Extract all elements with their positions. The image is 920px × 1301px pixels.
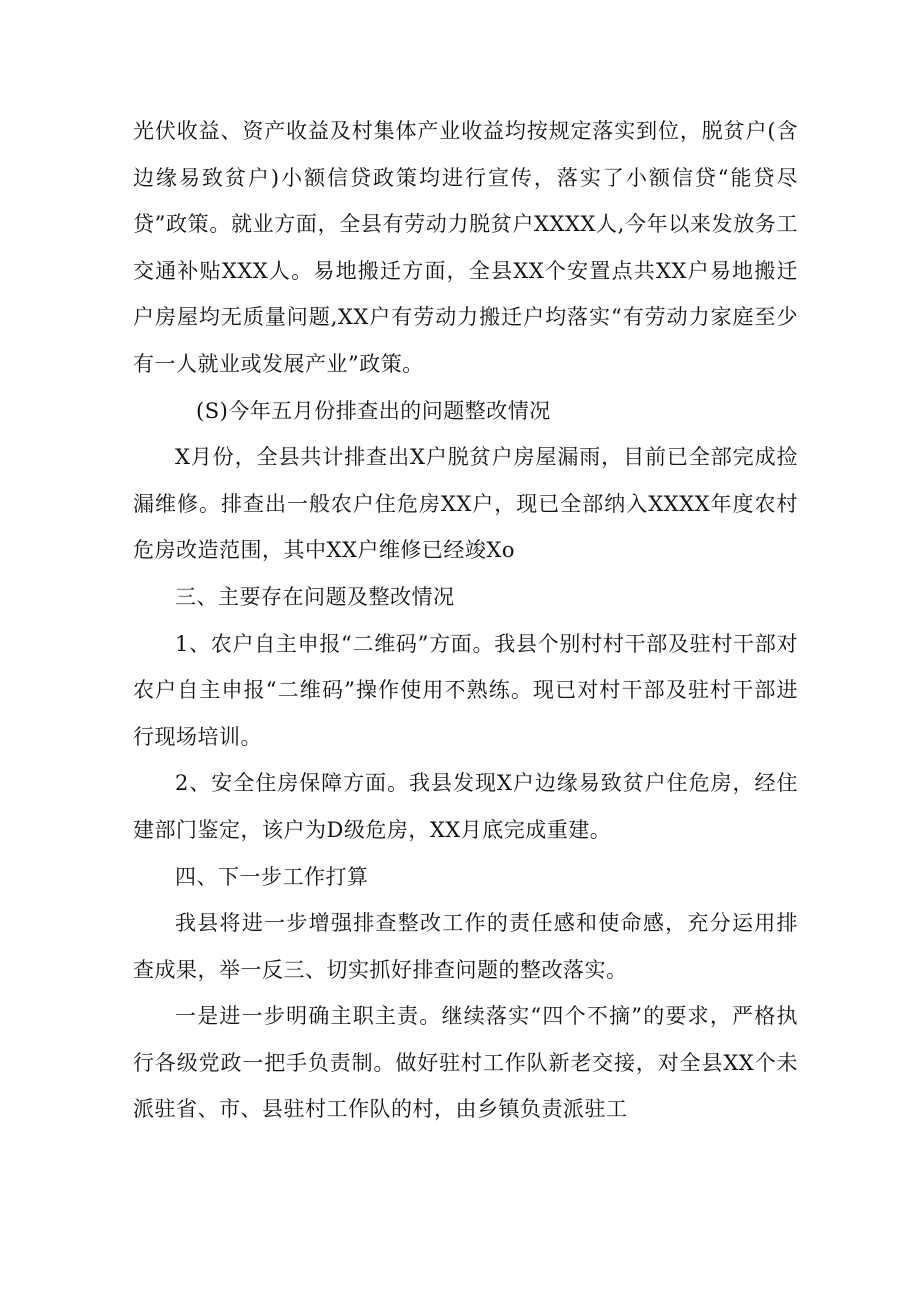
paragraph-housing-security-issue: 2、安全住房保障方面。我县发现X户边缘易致贫户住危房，经住建部门鉴定，该户为D级危房，XX月底完成重建。 [133,771,798,842]
paragraph-may-rectification: X月份，全县共计排查出X户脱贫户房屋漏雨，目前已全部完成捡漏维修。排查出一般农户住危房XX户，现已全部纳入XXXX年度农村危房改造范围，其中XX户维修已经竣Xo [133,445,798,563]
section-heading-may-issues: (S)今年五月份排查出的问题整改情况 [196,398,551,423]
document-body [133,108,798,1133]
section-heading-next-steps: 四、下一步工作打算 [175,864,369,889]
paragraph-responsibility: 一是进一步明确主职主责。继续落实“四个不摘”的要求，严格执行各级党政一把手负责制。做好驻村工作队新老交接，对全县XX个未派驻省、市、县驻村工作队的村，由乡镇负责派驻工 [133,1004,798,1122]
section-heading-main-problems: 三、主要存在问题及整改情况 [175,584,455,609]
paragraph-qr-code-issue: 1、农户自主申报“二维码”方面。我县个别村村干部及驻村干部对农户自主申报“二维码”操作使用不熟练。现已对村干部及驻村干部进行现场培训。 [133,631,798,749]
paragraph-policy-implementation: 光伏收益、资产收益及村集体产业收益均按规定落实到位，脱贫户(含边缘易致贫户)小额信贷政策均进行宣传，落实了小额信贷“能贷尽贷”政策。就业方面，全县有劳动力脱贫户XXXX人,今年以来发放务工交通补贴XXX人。易地搬迁方面，全县XX个安置点共XX户易地搬迁户房屋均无质量问题,XX户有劳动力搬迁户均落实“有劳动力家庭至少有一人就业或发展产业”政策。 [133,119,798,376]
paragraph-next-steps-intro: 我县将进一步增强排查整改工作的责任感和使命感，充分运用排查成果，举一反三、切实抓好排查问题的整改落实。 [133,911,798,982]
